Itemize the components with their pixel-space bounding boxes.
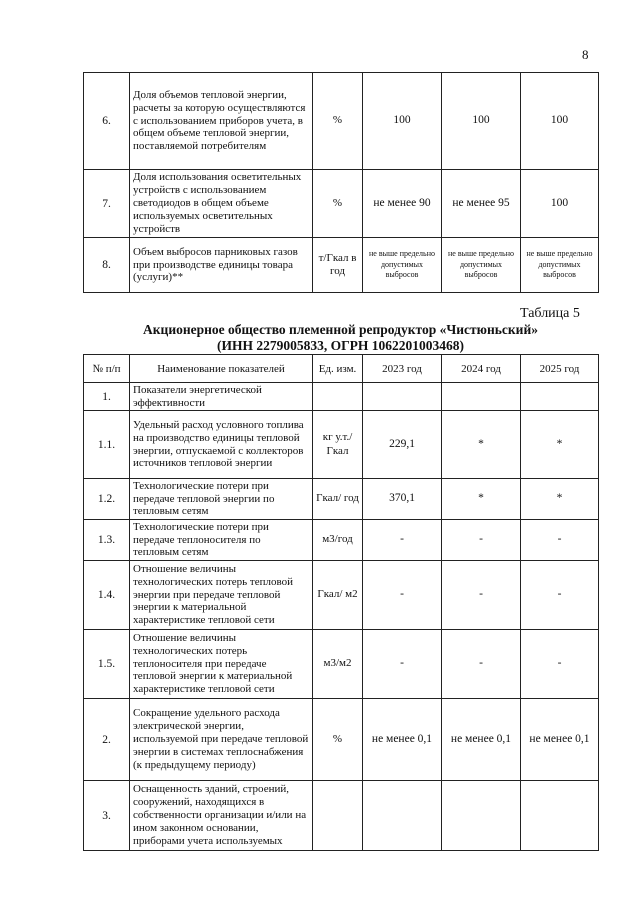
table-row	[84, 520, 599, 561]
unit-cell: т/Гкал в год	[313, 238, 363, 293]
table-header-row	[84, 355, 599, 383]
header-2024: 2024 год	[442, 355, 521, 383]
table-row	[84, 479, 599, 520]
unit-cell: кг у.т./ Гкал	[313, 411, 363, 479]
row-number: 2.	[84, 699, 130, 781]
unit-cell: %	[313, 699, 363, 781]
value-2025: 100	[521, 170, 599, 238]
indicator-name: Объем выбросов парниковых газов при производстве единицы товара (услуги)**	[130, 238, 313, 293]
unit-cell: %	[313, 170, 363, 238]
value-2023: 229,1	[363, 411, 442, 479]
value-2023: -	[363, 561, 442, 630]
organization-name: Акционерное общество племенной репродуктор «Чистюньский»	[143, 322, 538, 337]
value-2023: 100	[363, 73, 442, 170]
value-2025	[521, 383, 599, 411]
row-number: 1.4.	[84, 561, 130, 630]
value-2024	[442, 383, 521, 411]
unit-cell	[313, 781, 363, 851]
header-unit: Ед. изм.	[313, 355, 363, 383]
indicators-table	[83, 354, 599, 851]
value-2024: не выше предельно допустимых выбросов	[442, 238, 521, 293]
row-number: 1.2.	[84, 479, 130, 520]
row-number: 3.	[84, 781, 130, 851]
row-number: 6.	[84, 73, 130, 170]
table-row	[84, 781, 599, 851]
table-row	[84, 411, 599, 479]
indicators-table-continued	[83, 72, 599, 293]
indicator-name: Технологические потери при передаче теплоносителя по тепловым сетям	[130, 520, 313, 561]
unit-cell: м3/год	[313, 520, 363, 561]
value-2023: -	[363, 630, 442, 699]
indicator-name: Отношение величины технологических потерь теплоносителя при передаче тепловой энергии к материальной характеристике тепловой сети	[130, 630, 313, 699]
value-2025: *	[521, 479, 599, 520]
value-2023: -	[363, 520, 442, 561]
row-number: 1.	[84, 383, 130, 411]
value-2024: не менее 95	[442, 170, 521, 238]
header-2025: 2025 год	[521, 355, 599, 383]
header-num: № п/п	[84, 355, 130, 383]
value-2024	[442, 781, 521, 851]
indicator-name: Технологические потери при передаче тепловой энергии по тепловым сетям	[130, 479, 313, 520]
row-number: 1.1.	[84, 411, 130, 479]
organization-title	[83, 322, 598, 354]
value-2025: -	[521, 520, 599, 561]
indicator-name: Показатели энергетической эффективности	[130, 383, 313, 411]
indicator-name: Отношение величины технологических потерь тепловой энергии при передаче тепловой энергии к материальной характеристике тепловой сети	[130, 561, 313, 630]
table-row	[84, 73, 599, 170]
value-2023	[363, 383, 442, 411]
value-2023: не выше предельно допустимых выбросов	[363, 238, 442, 293]
value-2025: -	[521, 561, 599, 630]
value-2023: не менее 0,1	[363, 699, 442, 781]
table-row	[84, 383, 599, 411]
row-number: 1.3.	[84, 520, 130, 561]
unit-cell: %	[313, 73, 363, 170]
value-2024: -	[442, 561, 521, 630]
page-number: 8	[582, 47, 589, 62]
value-2025	[521, 781, 599, 851]
organization-ids: (ИНН 2279005833, ОГРН 1062201003468)	[216, 338, 465, 353]
value-2023: 370,1	[363, 479, 442, 520]
unit-cell: м3/м2	[313, 630, 363, 699]
header-name: Наименование показателей	[130, 355, 313, 383]
value-2023: не менее 90	[363, 170, 442, 238]
value-2025: не менее 0,1	[521, 699, 599, 781]
table-row	[84, 170, 599, 238]
row-number: 7.	[84, 170, 130, 238]
value-2024: -	[442, 520, 521, 561]
value-2025: не выше предельно допустимых выбросов	[521, 238, 599, 293]
value-2024: не менее 0,1	[442, 699, 521, 781]
table-row	[84, 630, 599, 699]
value-2024: 100	[442, 73, 521, 170]
value-2025: 100	[521, 73, 599, 170]
unit-cell: Гкал/ год	[313, 479, 363, 520]
value-2024: *	[442, 479, 521, 520]
header-2023: 2023 год	[363, 355, 442, 383]
indicator-name: Сокращение удельного расхода электрической энергии, используемой при передаче тепловой энергии в системах теплоснабжения (к предыдущему периоду)	[130, 699, 313, 781]
indicator-name: Доля объемов тепловой энергии, расчеты за которую осуществляются с использованием приборов учета, в общем объеме тепловой энергии, поставляемой потребителям	[130, 73, 313, 170]
value-2025: -	[521, 630, 599, 699]
indicator-name: Доля использования осветительных устройств с использованием светодиодов в общем объеме используемых осветительных устройств	[130, 170, 313, 238]
value-2023	[363, 781, 442, 851]
indicator-name: Удельный расход условного топлива на производство единицы тепловой энергии, отпускаемой с коллекторов источников тепловой энергии	[130, 411, 313, 479]
unit-cell	[313, 383, 363, 411]
row-number: 1.5.	[84, 630, 130, 699]
row-number: 8.	[84, 238, 130, 293]
value-2024: -	[442, 630, 521, 699]
unit-cell: Гкал/ м2	[313, 561, 363, 630]
table-row	[84, 699, 599, 781]
value-2025: *	[521, 411, 599, 479]
indicator-name: Оснащенность зданий, строений, сооружений, находящихся в собственности организации и/или на ином законном основании, приборами учета используемых	[130, 781, 313, 851]
table-row	[84, 238, 599, 293]
value-2024: *	[442, 411, 521, 479]
table-row	[84, 561, 599, 630]
table-label: Таблица 5	[520, 306, 580, 321]
